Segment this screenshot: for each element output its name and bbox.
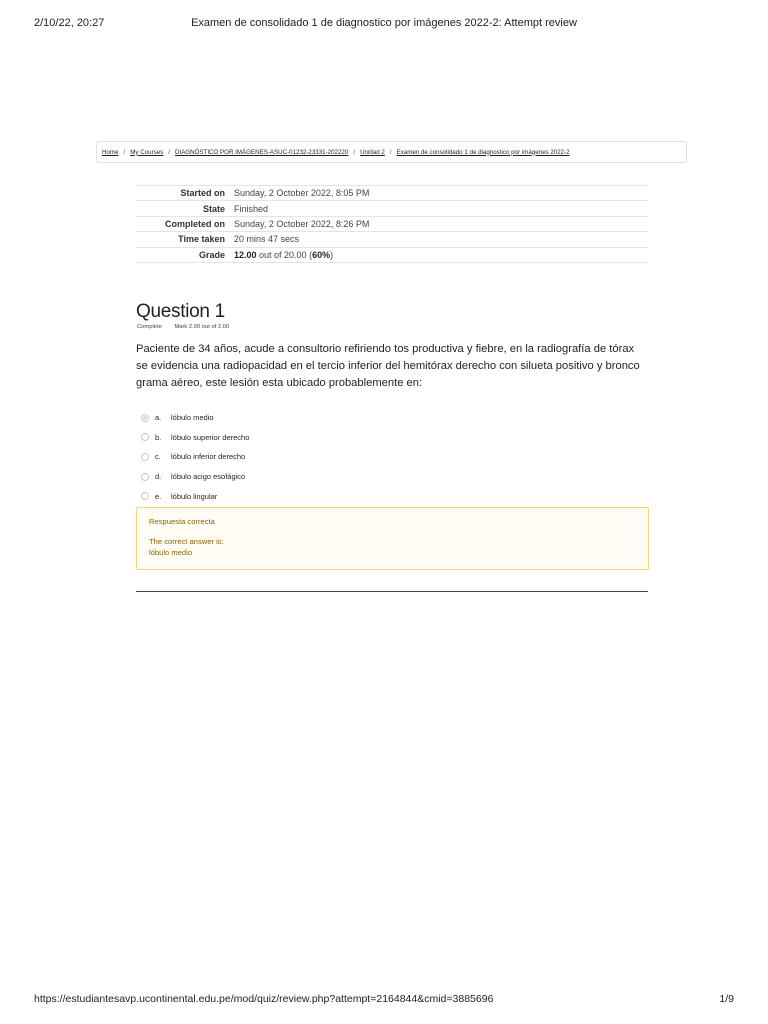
breadcrumb-separator: / xyxy=(168,148,170,156)
radio-selected-icon[interactable] xyxy=(141,414,149,422)
correct-answer-label: The correct answer is: xyxy=(149,537,224,546)
answer-option-a[interactable] xyxy=(141,408,249,428)
answer-text: lóbulo lingular xyxy=(171,491,218,501)
summary-row-completed xyxy=(136,216,648,231)
breadcrumb-separator: / xyxy=(389,148,392,156)
answer-letter: b. xyxy=(155,432,162,442)
answer-text: lóbulo superior derecho xyxy=(171,432,250,442)
summary-label: Completed on xyxy=(165,218,225,229)
answer-text: lóbulo acigo esofágico xyxy=(171,472,246,482)
question-status: Complete xyxy=(137,324,162,330)
answer-letter: e. xyxy=(155,491,162,501)
answer-letter: a. xyxy=(155,413,162,423)
summary-value: Finished xyxy=(234,203,269,214)
answer-option-b[interactable] xyxy=(141,428,249,448)
breadcrumb-separator: / xyxy=(123,148,126,156)
summary-value: Sunday, 2 October 2022, 8:26 PM xyxy=(234,218,370,229)
question-title: Question 1 xyxy=(136,301,225,322)
answer-option-d[interactable] xyxy=(141,467,249,487)
correct-answer-value: lóbulo medio xyxy=(149,548,193,557)
summary-value: Sunday, 2 October 2022, 8:05 PM xyxy=(234,188,370,199)
print-date: 2/10/22, 20:27 xyxy=(34,17,105,29)
breadcrumb-my-courses-link[interactable]: My Courses xyxy=(130,148,164,156)
answer-text: lóbulo inferior derecho xyxy=(171,452,246,462)
grade-score: 12.00 xyxy=(234,249,257,260)
print-title: Examen de consolidado 1 de diagnostico por imágenes 2022-2: Attempt review xyxy=(191,17,577,29)
summary-label: Grade xyxy=(198,249,225,260)
breadcrumb-home-link[interactable]: Home xyxy=(102,148,119,156)
answer-text: lóbulo medio xyxy=(171,413,214,423)
radio-icon[interactable] xyxy=(141,473,149,481)
general-feedback: Respuesta correcta xyxy=(149,517,215,526)
print-url: https://estudiantesavp.ucontinental.edu.pe/mod/quiz/review.php?attempt=2164844&cmid=3885696 xyxy=(34,993,494,1005)
question-mark: Mark 2.00 out of 2.00 xyxy=(174,324,230,330)
breadcrumb-quiz-link[interactable]: Examen de consolidado 1 de diagnostico por imágenes 2022-2 xyxy=(396,148,570,156)
grade-out-of: out of 20.00 ( xyxy=(256,249,313,260)
feedback-box xyxy=(136,507,649,570)
radio-icon[interactable] xyxy=(141,492,149,500)
answer-option-e[interactable] xyxy=(141,486,249,506)
breadcrumb xyxy=(96,141,687,163)
answer-letter: c. xyxy=(155,452,161,462)
print-page-number: 1/9 xyxy=(719,993,734,1005)
print-header xyxy=(34,17,734,31)
question-divider xyxy=(136,591,648,592)
summary-label: Started on xyxy=(180,188,225,199)
question-text: Paciente de 34 años, acude a consultorio refiriendo tos productiva y fiebre, en la radiografía de tórax se evidencia una radiopacidad en el tercio inferior del hemitórax derecho con silueta positivo y bronco grama aéreo, este lesión esta ubicado probablemente en: xyxy=(136,343,640,389)
summary-value: 20 mins 47 secs xyxy=(234,234,300,245)
breadcrumb-unit-link[interactable]: Unidad 2 xyxy=(360,148,385,156)
breadcrumb-course-link[interactable]: DIAGNÓSTICO POR IMÁGENES-ASUC-01232-23331-202220 xyxy=(175,148,349,156)
summary-label: Time taken xyxy=(178,234,225,245)
grade-percent: 60% xyxy=(312,249,331,260)
answer-option-c[interactable] xyxy=(141,447,249,467)
summary-row-state xyxy=(136,201,648,216)
summary-label: State xyxy=(202,203,225,214)
summary-row-started xyxy=(136,186,648,201)
radio-icon[interactable] xyxy=(141,453,149,461)
radio-icon[interactable] xyxy=(141,433,149,441)
attempt-summary-table xyxy=(136,185,648,263)
answer-letter: d. xyxy=(155,472,162,482)
breadcrumb-separator: / xyxy=(353,148,356,156)
summary-row-grade xyxy=(136,247,648,262)
summary-row-time-taken xyxy=(136,232,648,247)
question-info xyxy=(137,324,229,330)
grade-close: ) xyxy=(330,249,334,260)
summary-value xyxy=(229,247,648,262)
answer-list xyxy=(141,408,249,506)
